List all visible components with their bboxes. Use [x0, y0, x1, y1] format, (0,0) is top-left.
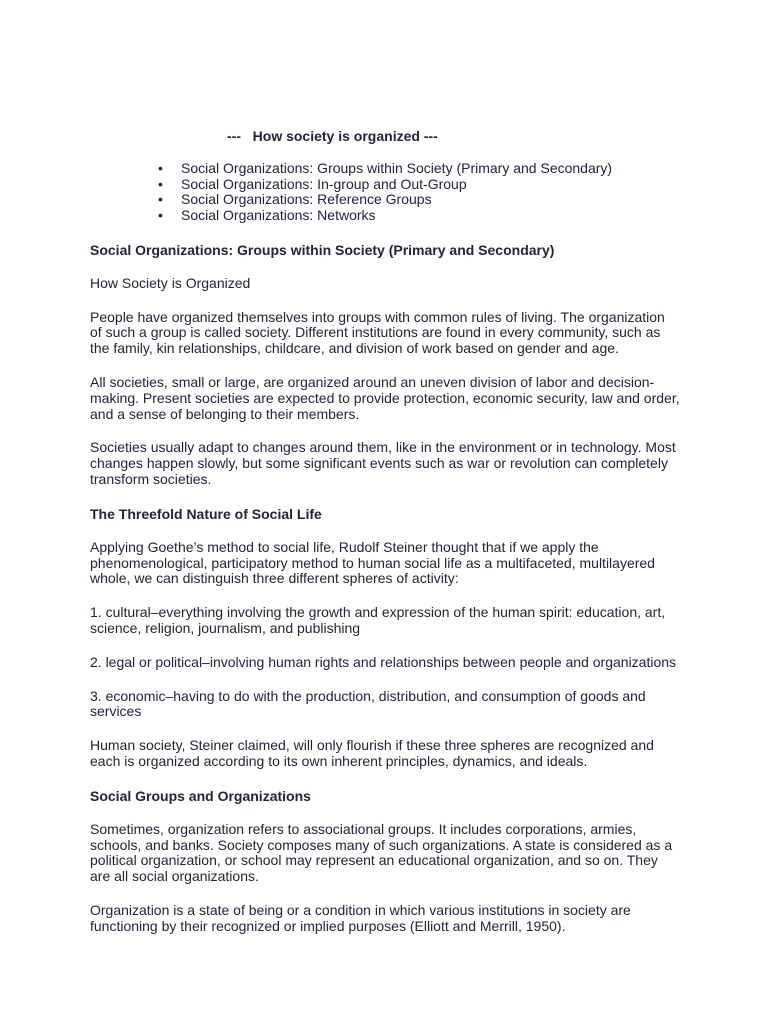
- toc-item: • Social Organizations: In-group and Out-Group: [156, 177, 680, 193]
- subheading-how-society-is-organized: How Society is Organized: [90, 274, 251, 291]
- paragraph: Sometimes, organization refers to associational groups. It includes corporations, armies, schools, and banks. Society composes many of such organizations. A state is considered as a political organization, or school may represent an educational organization, and so on. They are all social organizations.: [90, 820, 673, 885]
- document-title: --- How society is organized ---: [227, 128, 438, 144]
- section-heading-groups-within-society: Social Organizations: Groups within Society (Primary and Secondary): [90, 241, 555, 258]
- toc-item: • Social Organizations: Reference Groups: [156, 192, 680, 208]
- paragraph: Human society, Steiner claimed, will only flourish if these three spheres are recognized and each is organized according to its own inherent principles, dynamics, and ideals.: [90, 737, 654, 769]
- document-page: [90, 127, 680, 935]
- table-of-contents: [90, 161, 680, 224]
- numbered-item-legal: 2. legal or political–involving human rights and relationships between people and organizations: [90, 653, 677, 670]
- section-heading-social-groups: Social Groups and Organizations: [90, 787, 311, 804]
- paragraph: All societies, small or large, are organized around an uneven division of labor and decision-making. Present societies are expected to provide protection, economic security, law and order, and a sense of belonging to their members.: [90, 374, 680, 422]
- paragraph: Societies usually adapt to changes around them, like in the environment or in technology. Most changes happen slowly, but some significant events such as war or revolution can completely transform societies.: [90, 439, 676, 487]
- paragraph: People have organized themselves into groups with common rules of living. The organization of such a group is called society. Different institutions are found in every community, such as the family, kin relationships, childcare, and division of work based on gender and age.: [90, 308, 665, 357]
- paragraph: Organization is a state of being or a condition in which various institutions in society are functioning by their recognized or implied purposes (Elliott and Merrill, 1950).: [90, 901, 631, 934]
- toc-item: • Social Organizations: Groups within Society (Primary and Secondary): [156, 161, 680, 177]
- numbered-item-economic: 3. economic–having to do with the production, distribution, and consumption of goods and services: [90, 687, 646, 720]
- toc-item: • Social Organizations: Networks: [156, 208, 680, 224]
- numbered-item-cultural: 1. cultural–everything involving the growth and expression of the human spirit: education, art, science, religion, journalism, and publishing: [90, 604, 666, 636]
- section-heading-threefold-nature: The Threefold Nature of Social Life: [90, 505, 322, 522]
- paragraph: Applying Goethe’s method to social life, Rudolf Steiner thought that if we apply the phenomenological, participatory method to human social life as a multifaceted, multilayered whole, we can distinguish three different spheres of activity:: [90, 538, 655, 587]
